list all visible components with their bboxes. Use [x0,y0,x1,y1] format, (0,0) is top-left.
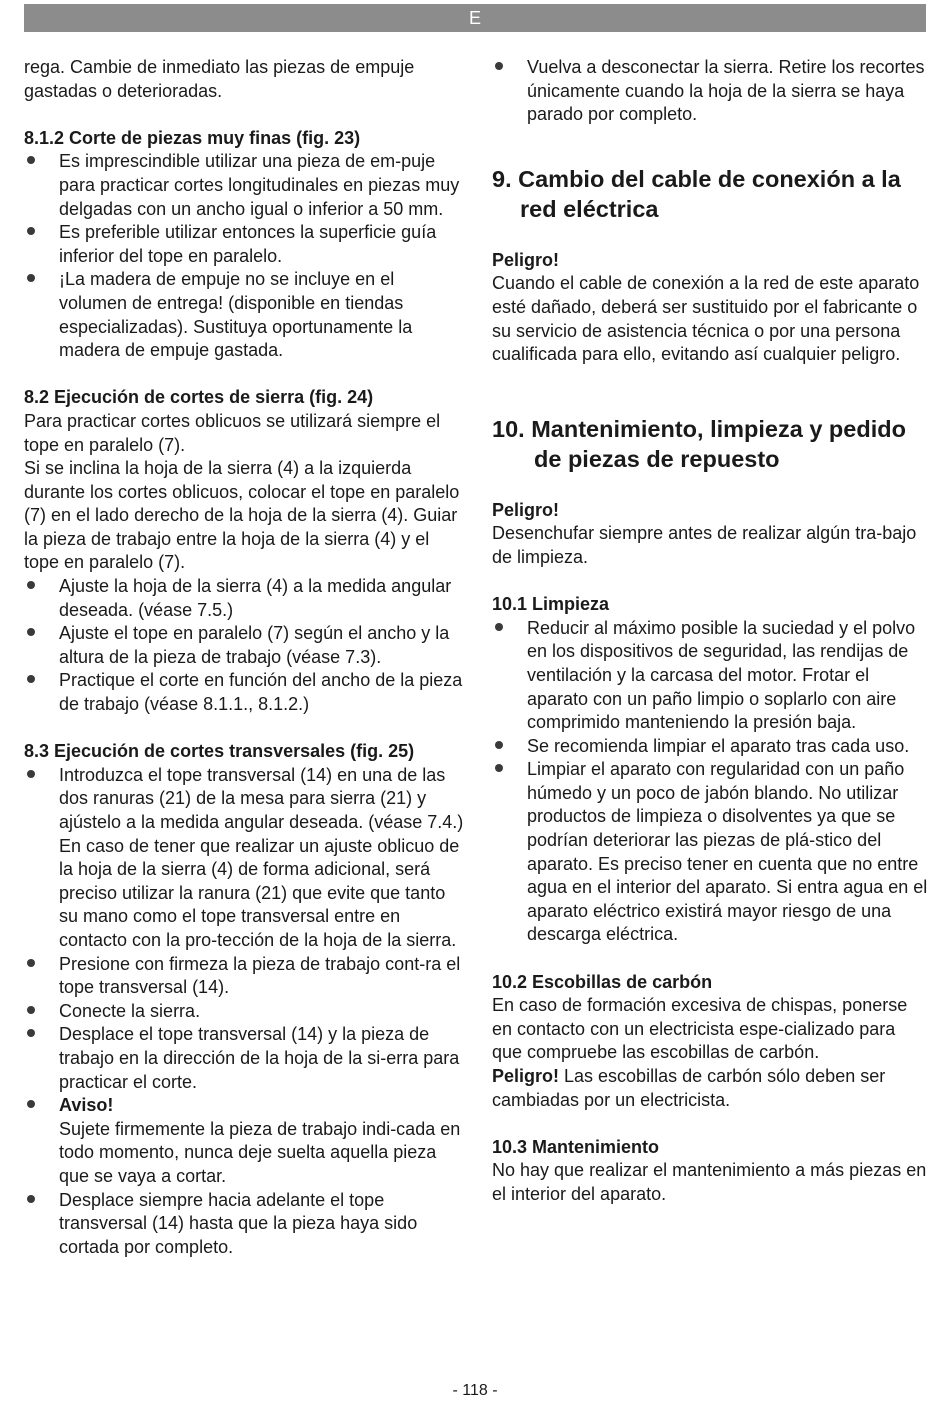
list-item: Ajuste el tope en paralelo (7) según el ancho y la altura de la pieza de trabajo (véase 7.3). [24,622,464,669]
list-item: Vuelva a desconectar la sierra. Retire los recortes únicamente cuando la hoja de la sierra se haya parado por completo. [492,56,928,127]
section-9-danger-label: Peligro! [492,249,560,270]
list-item: Es imprescindible utilizar una pieza de em-puje para practicar cortes longitudinales en piezas muy delgadas con un ancho igual o inferior a 50 mm. [24,150,464,221]
bullet-icon [27,227,35,235]
aviso-text: Sujete firmemente la pieza de trabajo indi-cada en todo momento, nunca deje suelta aquella pieza que se vaya a cortar. [59,1118,461,1186]
list-item: ¡La madera de empuje no se incluye en el volumen de entrega! (disponible en tiendas especializadas). Sustituya oportunamente la madera de empuje gastada. [24,268,464,362]
list-item: Practique el corte en función del ancho de la pieza de trabajo (véase 8.1.1., 8.1.2.) [24,669,464,716]
bullet-icon [27,770,35,778]
section-8-3-title: 8.3 Ejecución de cortes transversales (fig. 25) [24,741,415,762]
section-9-heading: 9. Cambio del cable de conexión a la red eléctrica [492,165,901,222]
list-item: Es preferible utilizar entonces la superficie guía inferior del tope en paralelo. [24,221,464,268]
section-10-1-list [492,617,928,947]
bullet-icon [27,628,35,636]
bullet-icon [495,764,503,772]
section-8-1-2-list [24,150,464,362]
page-number: - 118 - [452,1382,498,1399]
section-10-3-title: 10.3 Mantenimiento [492,1136,660,1157]
aviso-label: Aviso! [59,1095,114,1116]
section-10-heading: 10. Mantenimiento, limpieza y pedido de piezas de repuesto [492,415,906,472]
list-item: Presione con firmeza la pieza de trabajo cont-ra el tope transversal (14). [24,953,464,1000]
list-item: Reducir al máximo posible la suciedad y el polvo en los dispositivos de seguridad, las rendijas de ventilación y la carcasa del motor. Frotar el aparato con un paño limpio o soplarlo con aire comprimido manteniendo la presión baja. [492,617,928,735]
section-8-2-list [24,575,464,717]
section-8-1-2-title: 8.1.2 Corte de piezas muy finas (fig. 23) [24,127,361,148]
bullet-icon [27,1100,35,1108]
section-8-2-paragraph-1: Para practicar cortes oblicuos se utilizará siempre el tope en paralelo (7). [24,410,441,455]
list-item: Conecte la sierra. [24,1000,464,1024]
bullet-icon [27,581,35,589]
section-9-text: Cuando el cable de conexión a la red de este aparato esté dañado, deberá ser sustituido por el fabricante o su servicio de asistencia técnica o por una persona cualificada para ello, evitando así cualquier peligro. [492,273,920,365]
section-10-text: Desenchufar siempre antes de realizar algún tra-bajo de limpieza. [492,523,917,567]
continuation-text: rega. Cambie de inmediato las piezas de empuje gastadas o deterioradas. [24,57,415,101]
list-item-aviso [24,1094,464,1188]
bullet-icon [27,675,35,683]
section-8-3-list [24,764,464,1259]
bullet-icon [27,1195,35,1203]
bullet-icon [27,1006,35,1014]
section-8-2-paragraph-2: Si se inclina la hoja de la sierra (4) a la izquierda durante los cortes oblicuos, colocar el tope en paralelo (7) en el lado derecho de la hoja de la sierra (4). Guiar la pieza de trabajo entre la hoja de la sierra (4) y el tope en paralelo (7). [24,458,460,573]
list-item: Introduzca el tope transversal (14) en una de las dos ranuras (21) de la mesa para sierra (21) y ajústelo a la medida angular deseada. (véase 7.4.) En caso de tener que realizar un ajuste oblicuo de la hoja de la sierra (4) de forma adicional, será preciso utilizar la ranura (21) que evite que tanto su mano como el tope transversal entre en contacto con la pro-tección de la hoja de la sierra. [24,764,464,953]
left-column [24,56,464,1259]
language-code: E [468,8,481,28]
section-10-3-text: No hay que realizar el mantenimiento a más piezas en el interior del aparato. [492,1160,927,1204]
bullet-icon [495,741,503,749]
bullet-icon [495,62,503,70]
list-item: Limpiar el aparato con regularidad con un paño húmedo y un poco de jabón blando. No utilizar productos de limpieza o disolventes ya que se podrían deteriorar las piezas de plá-stico del aparato. Es preciso tener en cuenta que no entre agua en el interior del aparato. Si entra agua en el aparato eléctrico existirá mayor riesgo de una descarga eléctrica. [492,758,928,947]
section-10-2-danger-text: Las escobillas de carbón sólo deben ser cambiadas por un electricista. [492,1066,886,1110]
section-10-2-danger-paragraph [492,1065,928,1112]
bullet-icon [495,623,503,631]
list-item: Desplace siempre hacia adelante el tope transversal (14) hasta que la pieza haya sido cortada por completo. [24,1189,464,1260]
section-10-danger-label: Peligro! [492,499,560,520]
section-10-1-title: 10.1 Limpieza [492,594,610,615]
bullet-icon [27,156,35,164]
section-10-2-danger-label: Peligro! [492,1066,560,1086]
bullet-icon [27,959,35,967]
right-column [492,56,928,1207]
bullet-icon [27,1029,35,1037]
list-item: Ajuste la hoja de la sierra (4) a la medida angular deseada. (véase 7.5.) [24,575,464,622]
bullet-icon [27,274,35,282]
section-10-2-text: En caso de formación excesiva de chispas, ponerse en contacto con un electricista espe-cializado para que compruebe las escobillas de carbón. [492,995,908,1063]
section-10-2-title: 10.2 Escobillas de carbón [492,971,713,992]
section-8-2-title: 8.2 Ejecución de cortes de sierra (fig. 24) [24,387,374,408]
continuation-list [492,56,928,127]
language-header-bar [24,4,926,32]
list-item: Se recomienda limpiar el aparato tras cada uso. [492,735,928,759]
list-item: Desplace el tope transversal (14) y la pieza de trabajo en la dirección de la hoja de la si-erra para practicar el corte. [24,1023,464,1094]
